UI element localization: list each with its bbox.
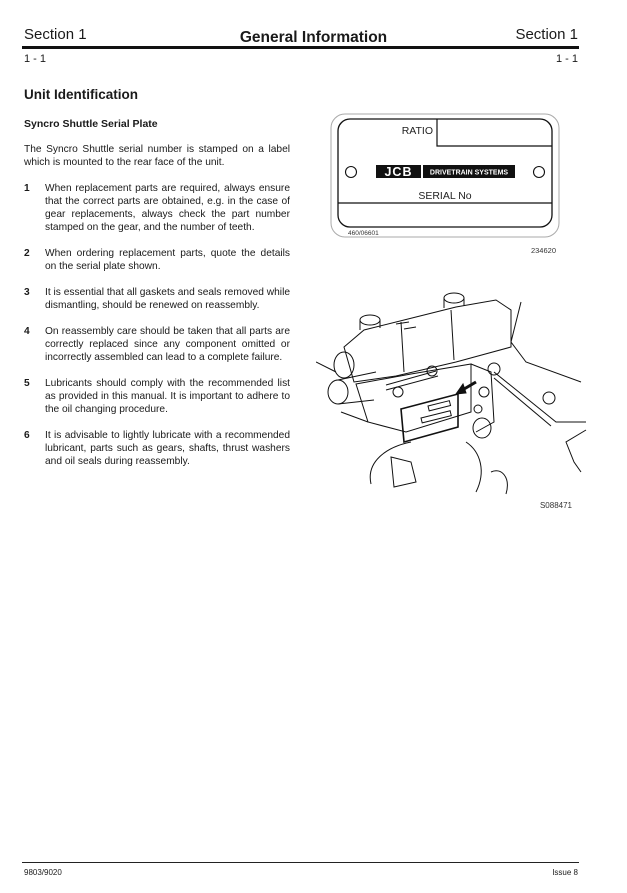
- list-item: [24, 286, 290, 312]
- list-item-number: 1: [24, 183, 30, 194]
- unit-illustration: [316, 272, 596, 497]
- instruction-list: [24, 182, 290, 481]
- list-item-text: It is advisable to lightly lubricate with a recommended lubricant, parts such as gears, shafts, thrust washers and oil seals during reassembly.: [45, 430, 290, 467]
- arrow-icon: [456, 382, 476, 394]
- list-item-number: 4: [24, 326, 30, 337]
- list-item-text: When ordering replacement parts, quote the details on the serial plate shown.: [45, 248, 290, 272]
- list-item-number: 2: [24, 248, 30, 259]
- list-item: [24, 377, 290, 416]
- serial-plate-figure: [330, 113, 560, 238]
- figure-code-illustration: S088471: [539, 501, 572, 510]
- page-number-left: 1 - 1: [24, 53, 47, 65]
- footer-divider: [22, 862, 579, 863]
- list-item: [24, 182, 290, 234]
- section-label-right: Section 1: [515, 26, 578, 43]
- list-item: [24, 429, 290, 468]
- jcb-logo-text: JCB: [384, 165, 413, 179]
- list-item-text: On reassembly care should be taken that all parts are correctly replaced since any component omitted or incorrectly assembled can lead to a complete failure.: [45, 326, 290, 363]
- list-item-text: When replacement parts are required, always ensure that the correct parts are obtained, e.g. in the case of gear replacements, always check the part number stamped on the gear, and the number of teeth.: [45, 183, 290, 233]
- section-label-left: Section 1: [24, 26, 87, 43]
- plate-code: 460/06601: [348, 230, 379, 237]
- mounting-hole-right-icon: [534, 167, 545, 178]
- serial-label-location: [401, 394, 458, 442]
- list-item-number: 3: [24, 287, 30, 298]
- list-item-number: 6: [24, 430, 30, 441]
- solenoid-valve: [334, 293, 511, 382]
- page-title: General Information: [239, 29, 388, 46]
- list-item: [24, 247, 290, 273]
- list-item-number: 5: [24, 378, 30, 389]
- figure-code-plate: 234620: [530, 246, 556, 255]
- ratio-label: RATIO: [401, 125, 433, 137]
- ratio-box: [437, 119, 552, 146]
- section-heading: Unit Identification: [24, 87, 138, 102]
- list-item: [24, 325, 290, 364]
- issue-label: Issue 8: [552, 868, 578, 877]
- list-item-text: Lubricants should comply with the recommended list as provided in this manual. It is important to adhere to the oil changing procedure.: [45, 378, 290, 415]
- document-number: 9803/9020: [24, 868, 62, 877]
- jcb-logo: [376, 165, 515, 179]
- page-number-right: 1 - 1: [555, 53, 578, 65]
- list-item-text: It is essential that all gaskets and seals removed while dismantling, should be renewed on reassembly.: [45, 287, 290, 311]
- serial-number-label: SERIAL No: [418, 190, 472, 202]
- subsection-heading: Syncro Shuttle Serial Plate: [24, 118, 158, 130]
- housing-flange: [471, 302, 586, 472]
- mounting-hole-left-icon: [346, 167, 357, 178]
- manifold-block: [328, 364, 471, 432]
- brand-text: DRIVETRAIN SYSTEMS: [429, 169, 509, 177]
- header-divider: [22, 46, 579, 49]
- gear-housing-outline: [316, 362, 507, 494]
- intro-paragraph: The Syncro Shuttle serial number is stamped on a label which is mounted to the rear face of the unit.: [24, 144, 290, 168]
